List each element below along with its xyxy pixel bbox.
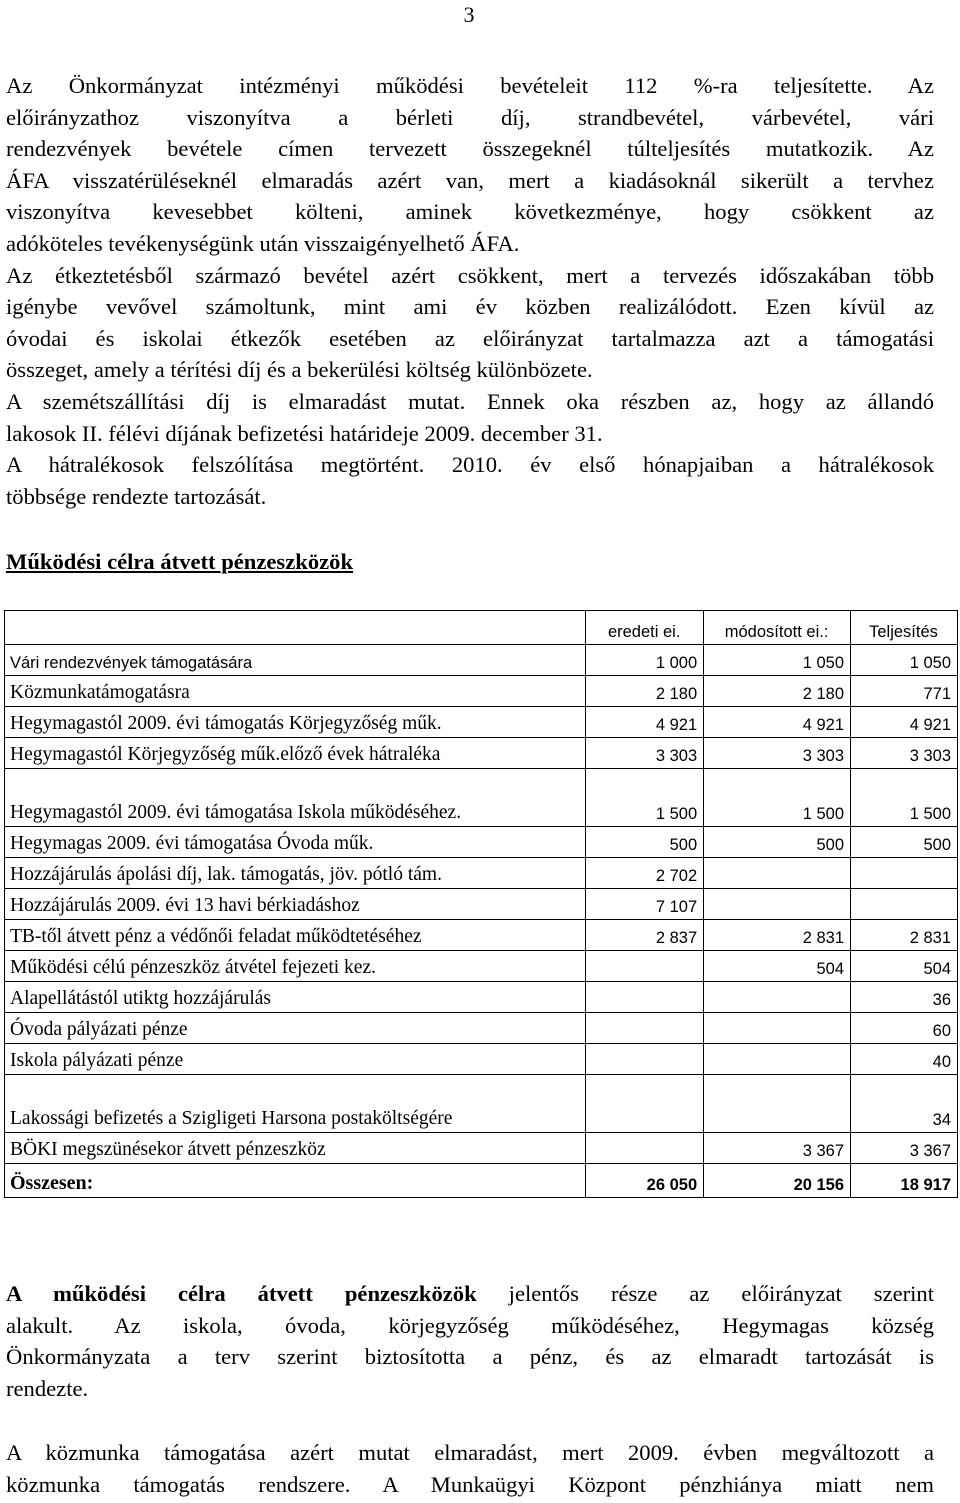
header-cell-blank [5,611,586,645]
text-line: A közmunka támogatása azért mutat elmaradást, mert 2009. évben megváltozott a [6,1440,934,1465]
cell-eredeti: 500 [586,827,704,858]
text-fragment: jelentős része az előirányzat szerint [476,1281,935,1306]
cell-eredeti: 1 000 [586,645,704,676]
cell-modositott [704,1013,851,1044]
row-label: Vári rendezvények támogatására [5,645,586,676]
cell-modositott [704,858,851,889]
page-number: 3 [463,2,475,27]
cell-eredeti: 3 303 [586,738,704,769]
text-line: Az étkeztetésből származó bevétel azért csökkent, mert a tervezés időszakában több [6,262,934,288]
table-row [5,1013,958,1044]
table-row [5,827,958,858]
text-line: rendezte. [6,1375,89,1401]
row-label: Közmunkatámogatásra [5,676,586,707]
row-label: Lakossági befizetés a Szigligeti Harsona postaköltségére [5,1075,586,1133]
text-line: összeget, amely a térítési díj és a bekerülési költség különbözete. [6,357,593,383]
cell-eredeti [586,1013,704,1044]
text-line: viszonyítva kevesebbet költeni, aminek következménye, hogy csökkent az [6,199,934,225]
cell-teljesites [851,858,958,889]
total-modositott: 20 156 [704,1164,851,1198]
cell-modositott [704,1075,851,1133]
text-line: adóköteles tevékenységünk után visszaigényelhető ÁFA. [6,230,520,256]
cell-modositott: 504 [704,951,851,982]
cell-eredeti: 1 500 [586,769,704,827]
text-line: alakult. Az iskola, óvoda, körjegyzőség működéséhez, Hegymagas község [6,1312,934,1338]
table-row [5,920,958,951]
row-label: Hegymagastól Körjegyzőség műk.előző évek hátraléka [5,738,586,769]
funds-table [4,610,958,1198]
total-label: Összesen: [5,1164,586,1198]
paragraph-revenues [6,70,934,512]
text-line: előirányzathoz viszonyítva a bérleti díj, strandbevétel, várbevétel, vári [6,104,934,130]
cell-eredeti [586,982,704,1013]
row-label: Hozzájárulás ápolási díj, lak. támogatás, jöv. pótló tám. [5,858,586,889]
table-row [5,858,958,889]
text-line: többsége rendezte tartozását. [6,483,267,509]
table-row [5,769,958,827]
table-row [5,889,958,920]
table-total-row [5,1164,958,1198]
text-line: közmunka támogatás rendszere. A Munkaügyi Központ pénzhiánya miatt nem [6,1471,934,1497]
cell-teljesites: 771 [851,676,958,707]
table-header-row [5,611,958,645]
cell-teljesites: 60 [851,1013,958,1044]
table-row [5,676,958,707]
cell-modositott: 4 921 [704,707,851,738]
bold-lead: A működési célra átvett pénzeszközök [6,1281,477,1306]
cell-modositott: 3 303 [704,738,851,769]
total-eredeti: 26 050 [586,1164,704,1198]
cell-eredeti [586,951,704,982]
row-label: Óvoda pályázati pénze [5,1013,586,1044]
cell-eredeti [586,1075,704,1133]
row-label: Iskola pályázati pénze [5,1044,586,1075]
paragraph-funds-summary [6,1278,934,1404]
cell-teljesites: 500 [851,827,958,858]
table-row [5,951,958,982]
cell-modositott: 2 180 [704,676,851,707]
cell-teljesites [851,889,958,920]
cell-modositott: 1 050 [704,645,851,676]
total-teljesites: 18 917 [851,1164,958,1198]
header-eredeti: eredeti ei. [586,611,704,645]
table-row [5,1075,958,1133]
table-row [5,707,958,738]
cell-teljesites: 1 050 [851,645,958,676]
row-label: TB-től átvett pénz a védőnői feladat működtetéséhez [5,920,586,951]
table-row [5,645,958,676]
row-label: Hozzájárulás 2009. évi 13 havi bérkiadáshoz [5,889,586,920]
text-line: ÁFA visszatérüléseknél elmaradás azért van, mert a kiadásoknál sikerült a tervhez [6,167,934,193]
section-heading: Működési célra átvett pénzeszközök [6,549,354,574]
cell-teljesites: 3 303 [851,738,958,769]
cell-modositott [704,1044,851,1075]
header-modositott: módosított ei.: [704,611,851,645]
cell-eredeti: 7 107 [586,889,704,920]
cell-teljesites: 1 500 [851,769,958,827]
cell-modositott [704,889,851,920]
table-row [5,1133,958,1164]
row-label: BÖKI megszünésekor átvett pénzeszköz [5,1133,586,1164]
row-label: Hegymagastól 2009. évi támogatása Iskola működéséhez. [5,769,586,827]
cell-teljesites: 40 [851,1044,958,1075]
table-row [5,738,958,769]
cell-teljesites: 2 831 [851,920,958,951]
text-line: Önkormányzata a terv szerint biztosította a pénz, és az elmaradt tartozását is [6,1344,934,1370]
cell-teljesites: 34 [851,1075,958,1133]
cell-eredeti: 2 180 [586,676,704,707]
cell-teljesites: 3 367 [851,1133,958,1164]
row-label: Hegymagastól 2009. évi támogatás Körjegyzőség műk. [5,707,586,738]
cell-modositott: 3 367 [704,1133,851,1164]
text-line: A szemétszállítási díj is elmaradást mutat. Ennek oka részben az, hogy az állandó [6,388,934,414]
row-label: Alapellátástól utiktg hozzájárulás [5,982,586,1013]
text-line: lakosok II. félévi díjának befizetési határideje 2009. december 31. [6,420,603,446]
paragraph-public-work [6,1437,934,1500]
row-label: Működési célú pénzeszköz átvétel fejezeti kez. [5,951,586,982]
cell-teljesites: 36 [851,982,958,1013]
cell-modositott: 1 500 [704,769,851,827]
header-teljesites: Teljesítés [851,611,958,645]
cell-modositott: 2 831 [704,920,851,951]
text-line: óvodai és iskolai étkezők esetében az előirányzat tartalmazza azt a támogatási [6,325,934,351]
text-line [6,1278,934,1310]
cell-modositott [704,982,851,1013]
cell-eredeti: 2 702 [586,858,704,889]
text-line: rendezvények bevétele címen tervezett összegeknél túlteljesítés mutatkozik. Az [6,136,934,162]
row-label: Hegymagas 2009. évi támogatása Óvoda műk. [5,827,586,858]
cell-teljesites: 504 [851,951,958,982]
cell-teljesites: 4 921 [851,707,958,738]
cell-eredeti: 4 921 [586,707,704,738]
table-row [5,982,958,1013]
cell-modositott: 500 [704,827,851,858]
table-row [5,1044,958,1075]
text-line: A hátralékosok felszólítása megtörtént. 2010. év első hónapjaiban a hátralékosok [6,452,934,478]
cell-eredeti: 2 837 [586,920,704,951]
cell-eredeti [586,1133,704,1164]
text-line: igénybe vevővel számoltunk, mint ami év közben realizálódott. Ezen kívül az [6,294,934,320]
cell-eredeti [586,1044,704,1075]
text-line: Az Önkormányzat intézményi működési bevételeit 112 %-ra teljesítette. Az [6,73,934,98]
